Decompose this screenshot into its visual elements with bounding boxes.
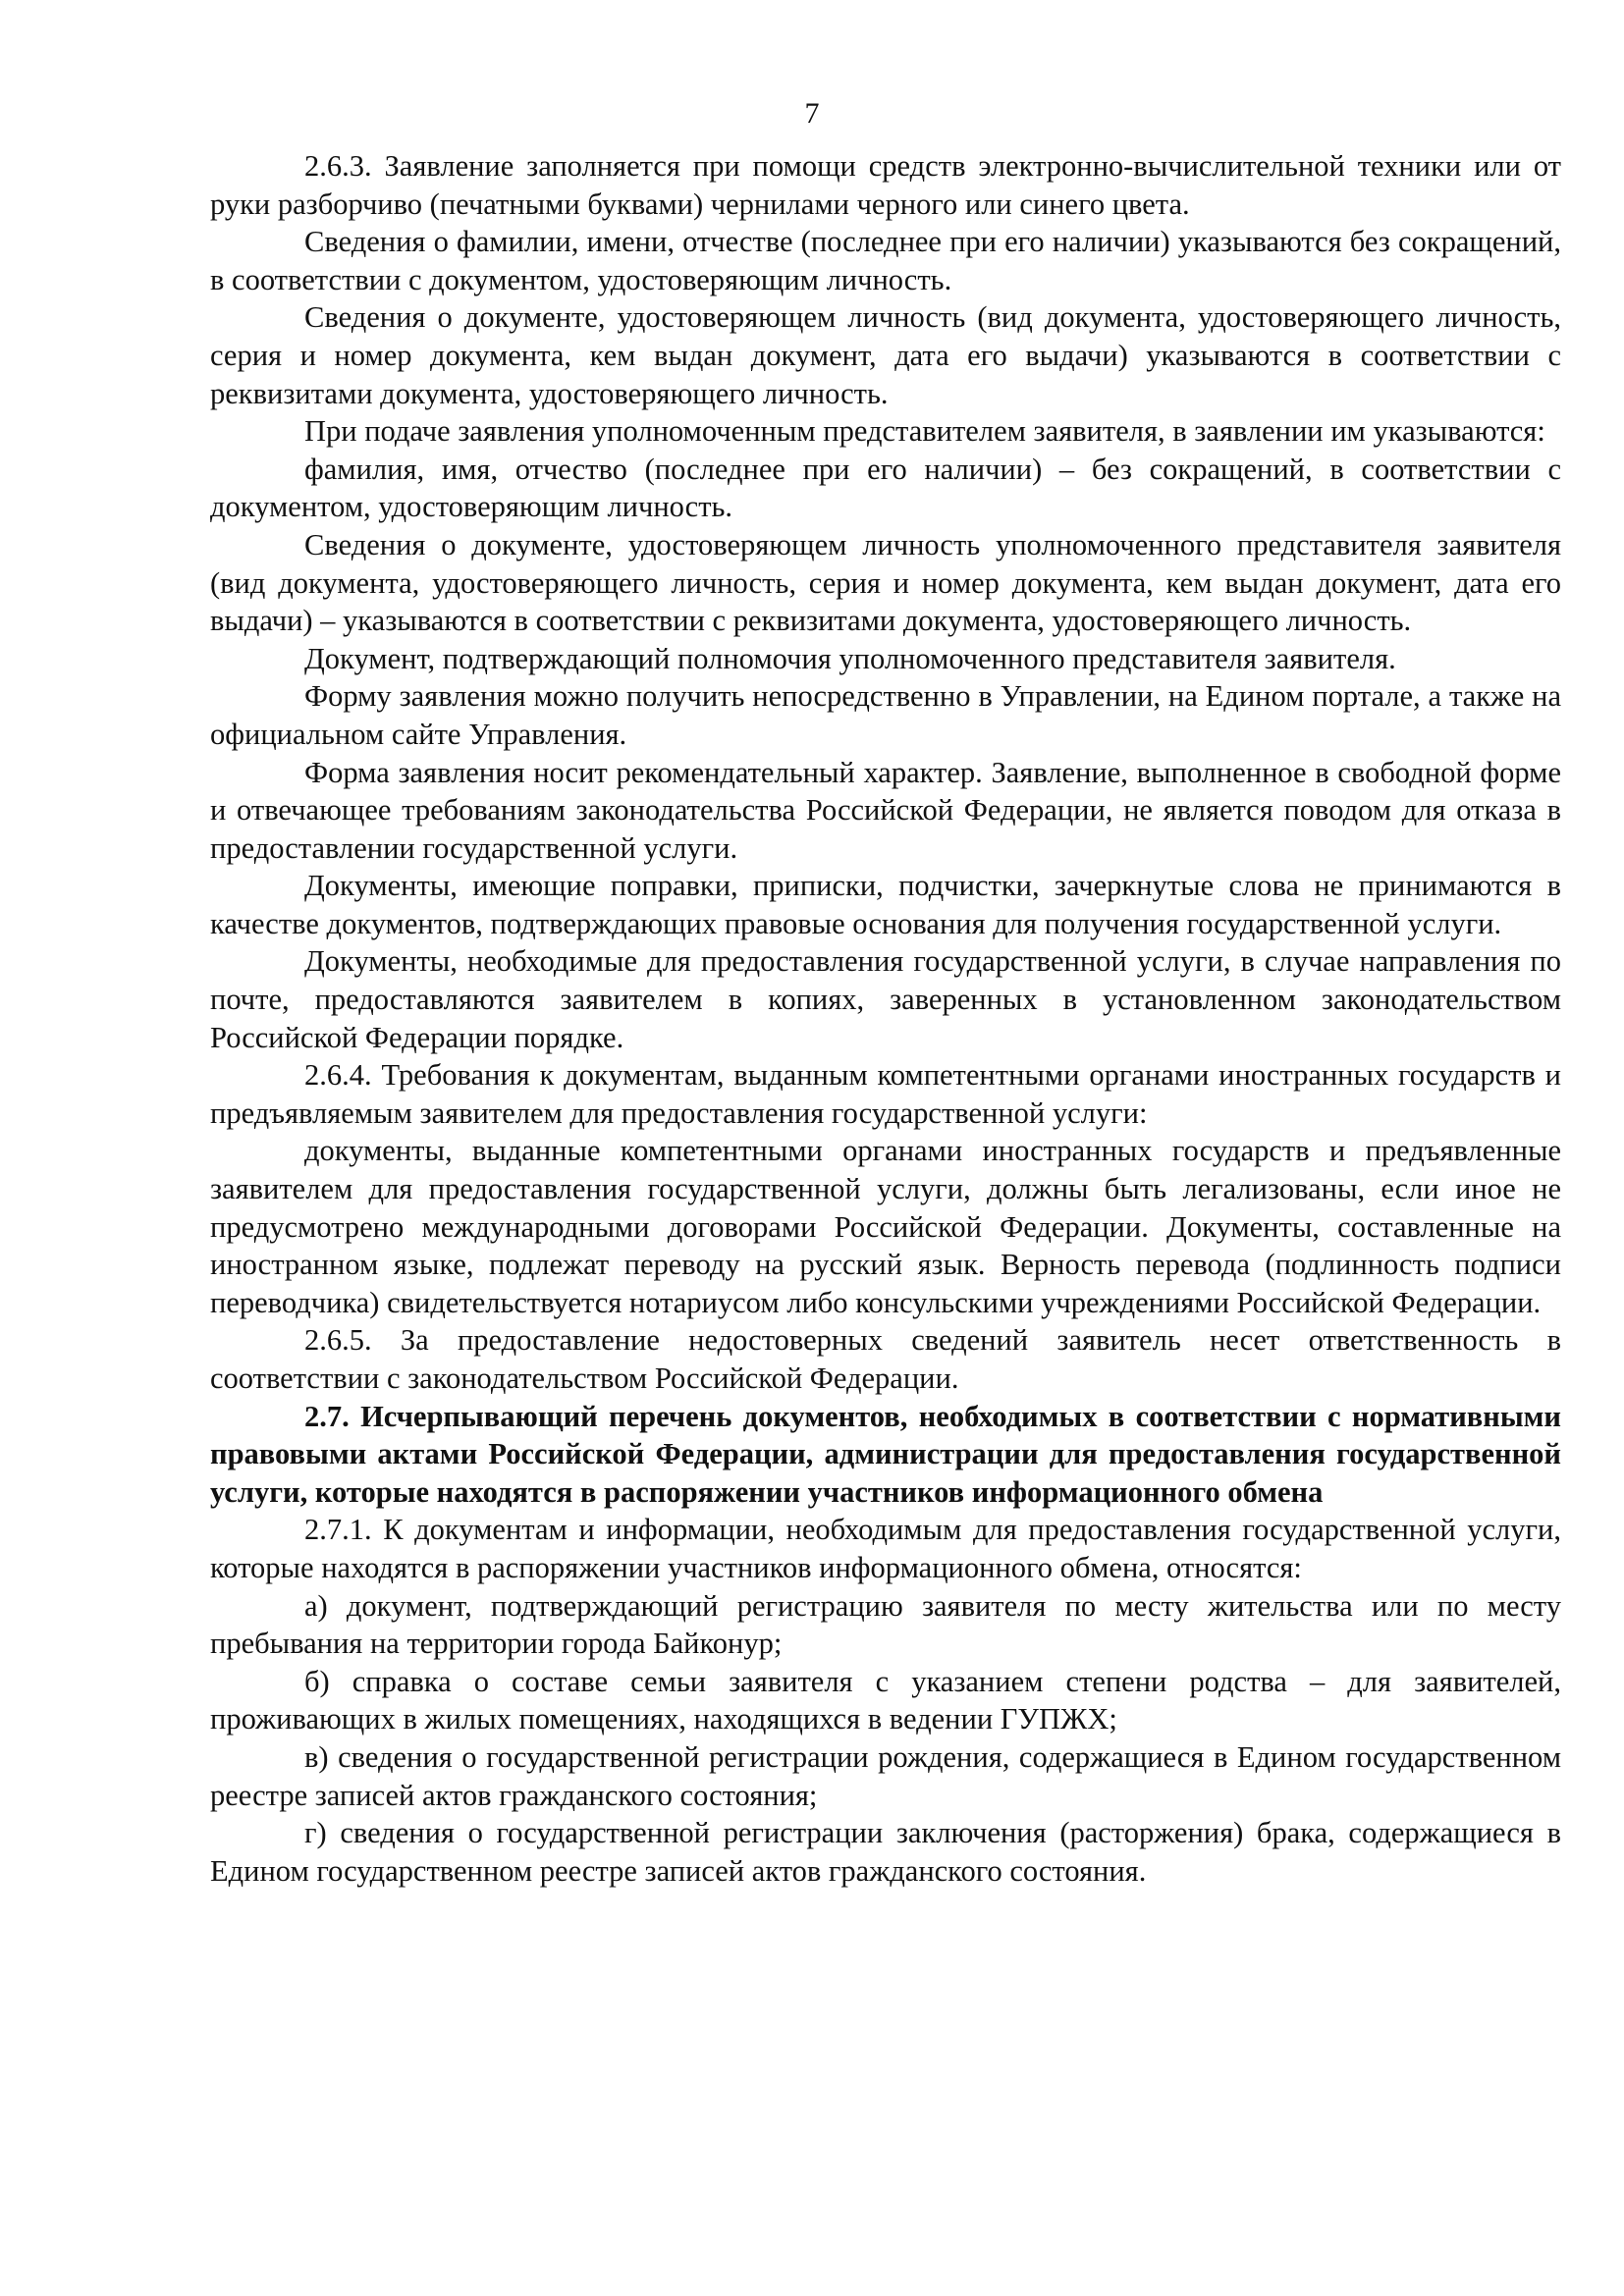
paragraph-2-6-3: 2.6.3. Заявление заполняется при помощи средств электронно-вычислительной техники или от руки разборчиво (печатными буквами) чернилами черного или синего цвета. bbox=[210, 149, 1561, 221]
page-number: 7 bbox=[804, 97, 820, 130]
paragraph-2-6-4: 2.6.4. Требования к документам, выданным компетентными органами иностранных государств и предъявляемым заявителем для предоставления государственной услуги: bbox=[210, 1058, 1561, 1130]
list-item-a: а) документ, подтверждающий регистрацию заявителя по месту жительства или по месту пребывания на территории города Байконур; bbox=[210, 1588, 1561, 1661]
paragraph-foreign-documents: документы, выданные компетентными органами иностранных государств и предъявленные заявителем для предоставления государственной услуги, должны быть легализованы, если иное не предусмотрено международными договорами Российской Федерации. Документы, составленные на иностранном языке, подлежат переводу на русский язык. Верность перевода (подлинность подписи переводчика) свидетельствуется нотариусом либо консульскими учреждениями Российской Федерации. bbox=[210, 1134, 1561, 1319]
document-body bbox=[210, 147, 1561, 1890]
paragraph-form-availability: Форму заявления можно получить непосредственно в Управлении, на Едином портале, а также на официальном сайте Управления. bbox=[210, 679, 1561, 751]
paragraph-id-document-info: Сведения о документе, удостоверяющем личность (вид документа, удостоверяющего личность, серия и номер документа, кем выдан документ, дата его выдачи) указываются в соответствии с реквизитами документа, удостоверяющего личность. bbox=[210, 300, 1561, 410]
paragraph-representative-id: Сведения о документе, удостоверяющем личность уполномоченного представителя заявителя (вид документа, удостоверяющего личность, серия и номер документа, кем выдан документ, дата его выдачи) – указываются в соответствии с реквизитами документа, удостоверяющего личность. bbox=[210, 527, 1561, 638]
paragraph-fio-info: Сведения о фамилии, имени, отчестве (последнее при его наличии) указываются без сокращений, в соответствии с документом, удостоверяющим личность. bbox=[210, 225, 1561, 296]
paragraph-2-6-5: 2.6.5. За предоставление недостоверных сведений заявитель несет ответственность в соответствии с законодательством Российской Федерации. bbox=[210, 1323, 1561, 1395]
paragraph-representative-fio: фамилия, имя, отчество (последнее при его наличии) – без сокращений, в соответствии с документом, удостоверяющим личность. bbox=[210, 452, 1561, 524]
section-heading-2-7: 2.7. Исчерпывающий перечень документов, необходимых в соответствии с нормативными правовыми актами Российской Федерации, администрации для предоставления государственной услуги, которые находятся в распоряжении участников информационного обмена bbox=[210, 1399, 1561, 1509]
paragraph-2-7-1: 2.7.1. К документам и информации, необходимым для предоставления государственной услуги, которые находятся в распоряжении участников информационного обмена, относятся: bbox=[210, 1513, 1561, 1584]
paragraph-corrections-rule: Документы, имеющие поправки, приписки, подчистки, зачеркнутые слова не принимаются в качестве документов, подтверждающих правовые основания для получения государственной услуги. bbox=[210, 869, 1561, 940]
paragraph-authority-document: Документ, подтверждающий полномочия уполномоченного представителя заявителя. bbox=[304, 641, 1396, 675]
list-item-g: г) сведения о государственной регистрации заключения (расторжения) брака, содержащиеся в Едином государственном реестре записей актов гражданского состояния. bbox=[210, 1816, 1561, 1888]
list-item-v: в) сведения о государственной регистрации рождения, содержащиеся в Едином государственном реестре записей актов гражданского состояния; bbox=[210, 1739, 1561, 1812]
paragraph-representative-intro: При подаче заявления уполномоченным представителем заявителя, в заявлении им указываются: bbox=[304, 414, 1545, 449]
paragraph-form-recommendation: Форма заявления носит рекомендательный характер. Заявление, выполненное в свободной форме и отвечающее требованиям законодательства Российской Федерации, не является поводом для отказа в предоставлении государственной услуги. bbox=[210, 755, 1561, 865]
paragraph-postal-copies: Документы, необходимые для предоставления государственной услуги, в случае направления по почте, предоставляются заявителем в копиях, заверенных в установленном законодательством Российской Федерации порядке. bbox=[210, 944, 1561, 1054]
list-item-b: б) справка о составе семьи заявителя с указанием степени родства – для заявителей, проживающих в жилых помещениях, находящихся в ведении ГУПЖХ; bbox=[210, 1664, 1561, 1736]
